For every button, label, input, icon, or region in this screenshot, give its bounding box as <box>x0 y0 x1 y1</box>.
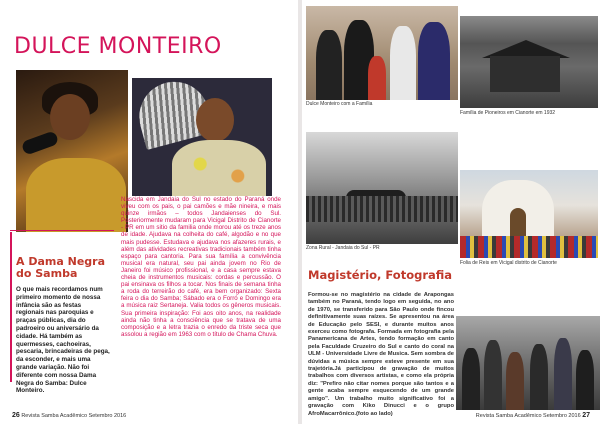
caption-family: Dulce Monteiro com a Família <box>306 101 373 107</box>
person <box>368 56 386 100</box>
left-page <box>0 0 298 424</box>
folio-text: Revista Samba Acadêmico Setembro 2016 <box>21 413 127 419</box>
photo-detail <box>490 56 560 92</box>
subheading-line: A Dama Negra <box>16 255 105 268</box>
person <box>418 22 450 100</box>
section-divider <box>10 230 114 231</box>
person <box>390 26 416 100</box>
folio-text: Revista Samba Acadêmico Setembro 2016 <box>475 413 581 419</box>
photo-detail <box>172 140 266 196</box>
person <box>316 30 342 100</box>
photo-detail <box>306 196 458 222</box>
page-number: 27 <box>582 412 590 419</box>
body-paragraph: Formou-se no magistério na cidade de Arapongas também no Paraná, tendo logo em seguida, no ano de 1970, se transferido para São Paulo onde fincou definitivamente suas raízes. Se apresentou na área de Educação pelo SESI, e durante muitos anos exerceu como fotografa. Formada em fotografia pela Panamericana de Artes, tendo formação em canto pela Faculdade Cruzeiro do Sul e canto do coral na ULM - Universidade Livre de Musica. Sem sombra de dúvidas a música sempre esteve presente em sua trajetória.Já participou de gravação de muitos trabalhos com diversos artistas, e como ela própria diz: "Prefiro não citar nomes porque são tantos e a gente acaba sempre esquecendo de um grande amigo". Um trabalho muito significativo foi a gravação com Kiko Dinucci e o grupo AfroMacarrônico.(foto ao lado) <box>308 292 454 417</box>
photo-detail <box>460 236 598 258</box>
subheading-line: do Samba <box>16 267 78 280</box>
person <box>530 344 548 410</box>
caption-zona-rural: Zona Rural - Jandaia do Sul - PR <box>306 245 380 251</box>
photo-band <box>456 316 600 410</box>
person <box>484 340 502 410</box>
caption-folia-de-reis: Folia de Reis em Vicigal distrito de Cianorte <box>460 260 557 266</box>
photo-family <box>306 6 458 100</box>
article-title: DULCE MONTEIRO <box>14 34 222 59</box>
page-folio <box>476 412 590 419</box>
right-page <box>302 0 600 424</box>
microphone-icon <box>21 130 60 155</box>
subheading-dama-negra <box>16 256 106 280</box>
person <box>554 338 572 410</box>
photo-zona-rural <box>306 132 458 244</box>
intro-paragraph: O que mais recordamos num primeiro momento de nossa infância são as festas regionais nas paroquias e praças públicas, dia do padroeiro ou aniversário da cidade. Há também as quermesses, cachoeiras, pescaria, brincadeiras de pega, da esconder, e mais uma grande variação. Não foi diferente com nossa Dama Negra do Samba: Dulce Monteiro. <box>16 286 110 395</box>
page-number: 26 <box>12 412 20 419</box>
caption-pioneers: Família de Pioneiros em Cianorte em 1932 <box>460 110 556 116</box>
photo-dulce-with-fan <box>132 78 272 196</box>
photo-detail <box>50 94 90 140</box>
photo-detail <box>196 98 234 142</box>
photo-folia-de-reis <box>460 170 598 258</box>
person <box>462 348 480 410</box>
subheading-magisterio: Magistério, Fotografia <box>308 268 453 282</box>
person <box>506 352 524 410</box>
page-folio <box>12 412 126 419</box>
photo-pioneers <box>460 16 598 108</box>
section-rule <box>10 232 12 382</box>
body-paragraph: Nascida em Jandaia do Sul no estado do Paraná onde viveu com os pais, o pai camões e mãe nineira, e mais quinze irmãos – todos Jandaienses do Sul. Posteriormente mudaram para Vicigal Distrito de Cianorte - PR em um sitio da familia onde morou até os treze anos de idade. Ajudava na colheita do café, algodão e no que mais pudesse. Estudava e ajudava nos afazeres rurais, e além das atividades recreativas tradicionais também tinha espaço para cantoria. Para sua família a convivência musical era natural, seu pai ainda jovem no Rio de Janeiro foi músico profissional, e a casa sempre estava cheia de instrumentos musicais: cordas e percussão. O pai ensinava os filhos a tocar. Nos finais de semana tinha a roda do terreirão do café, era bem organizado: Sexta feira o dia do Samba; Sábado era o Forró e Domingo era a música raiz Sertaneja. Valia todos os gêneros musicais. Sua primeira inspiração: Foi aos oito anos, na realidade ainda não tinha a consciência que se tratava de uma composição e a letra trazia o enredo da triste seca que assolou a região em 1963 com o título de Chama Chuva. <box>121 196 281 338</box>
photo-detail <box>26 158 126 232</box>
photo-singer-microphone <box>16 70 128 232</box>
person <box>576 350 594 410</box>
